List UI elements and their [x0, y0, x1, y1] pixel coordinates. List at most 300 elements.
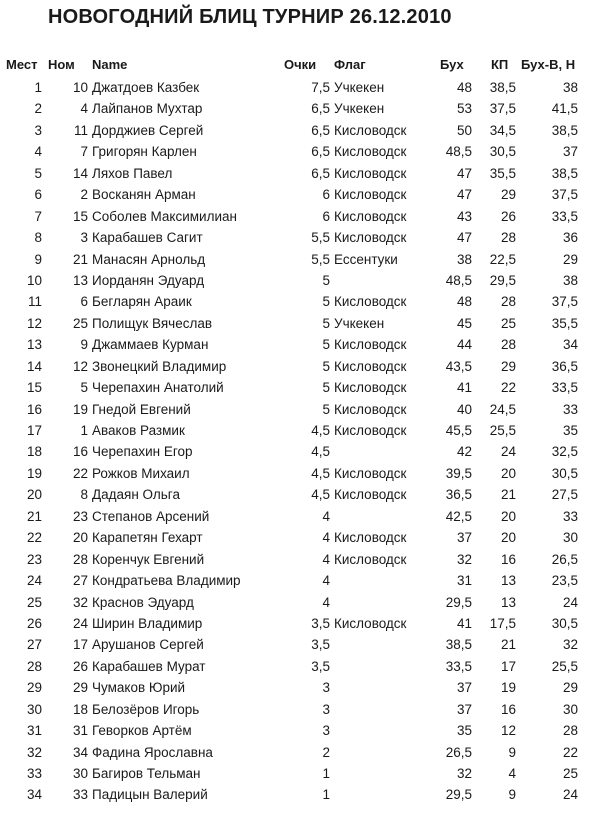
- cell-ochki: 3: [322, 701, 330, 717]
- cell-nom: 27: [72, 573, 88, 589]
- table-row: [0, 141, 600, 162]
- cell-buhv: 33: [562, 508, 578, 524]
- cell-name: Звонецкий Владимир: [92, 358, 227, 374]
- cell-ochki: 4,5: [311, 423, 330, 438]
- table-row: [0, 291, 600, 312]
- cell-kp: 22,5: [489, 251, 516, 267]
- cell-flag: Учкекен: [334, 315, 385, 331]
- cell-name: Степанов Арсений: [92, 508, 210, 524]
- cell-buhv: 22: [562, 744, 578, 760]
- cell-mest: 30: [26, 701, 42, 717]
- table-row: [0, 742, 600, 763]
- cell-flag: Кисловодск: [334, 465, 407, 481]
- cell-ochki: 3,5: [311, 658, 330, 674]
- cell-name: Черепахин Егор: [92, 444, 193, 460]
- cell-ochki: 3,5: [311, 615, 330, 631]
- header-name: Name: [92, 57, 128, 72]
- cell-ochki: 4: [322, 530, 330, 546]
- cell-nom: 5: [80, 380, 88, 396]
- cell-name: Белозёров Игорь: [92, 701, 200, 717]
- cell-ochki: 6: [322, 208, 330, 224]
- cell-ochki: 5: [322, 272, 330, 288]
- cell-flag: Кисловодск: [334, 487, 407, 503]
- cell-buh: 47: [456, 187, 472, 203]
- cell-buhv: 25: [562, 766, 578, 781]
- table-row: [0, 249, 600, 270]
- cell-kp: 29: [500, 187, 516, 203]
- table-row: [0, 763, 600, 784]
- cell-buhv: 28: [562, 723, 578, 739]
- cell-name: Черепахин Анатолий: [92, 380, 224, 396]
- cell-flag: Кисловодск: [334, 122, 407, 138]
- cell-mest: 4: [34, 144, 42, 160]
- cell-name: Аваков Размик: [92, 423, 185, 438]
- cell-buh: 48: [456, 80, 472, 95]
- cell-kp: 17: [500, 658, 516, 674]
- cell-buh: 33,5: [445, 658, 472, 674]
- cell-buh: 43: [456, 208, 472, 224]
- cell-ochki: 1: [322, 787, 330, 803]
- cell-buh: 48,5: [445, 144, 472, 160]
- cell-kp: 35,5: [489, 165, 516, 181]
- cell-name: Джаммаев Курман: [92, 337, 209, 353]
- cell-buh: 37: [456, 701, 472, 717]
- cell-ochki: 6,5: [311, 122, 330, 138]
- cell-mest: 23: [26, 551, 42, 567]
- cell-nom: 26: [72, 658, 88, 674]
- cell-buh: 48,5: [445, 272, 472, 288]
- cell-name: Дорджиев Сергей: [92, 122, 204, 138]
- cell-buhv: 38,5: [551, 165, 578, 181]
- cell-kp: 29,5: [489, 272, 516, 288]
- cell-flag: Кисловодск: [334, 551, 407, 567]
- cell-buh: 45: [456, 315, 472, 331]
- cell-name: Краснов Эдуард: [92, 594, 194, 610]
- cell-kp: 34,5: [489, 122, 516, 138]
- cell-kp: 17,5: [489, 615, 516, 631]
- table-row: [0, 592, 600, 613]
- cell-buh: 38: [456, 251, 472, 267]
- cell-kp: 22: [500, 380, 516, 396]
- cell-buh: 36,5: [445, 487, 472, 503]
- cell-nom: 20: [72, 530, 88, 546]
- cell-buh: 29,5: [445, 787, 472, 803]
- cell-buh: 45,5: [445, 423, 472, 438]
- cell-mest: 21: [26, 508, 42, 524]
- table-row: [0, 484, 600, 505]
- cell-ochki: 4: [322, 594, 330, 610]
- table-row: [0, 377, 600, 398]
- cell-nom: 18: [72, 701, 88, 717]
- cell-mest: 9: [34, 251, 42, 267]
- cell-nom: 34: [72, 744, 88, 760]
- cell-ochki: 4,5: [311, 444, 330, 460]
- cell-buh: 47: [456, 230, 472, 246]
- cell-nom: 31: [72, 723, 88, 739]
- cell-kp: 29: [500, 358, 516, 374]
- cell-mest: 28: [26, 658, 42, 674]
- table-row: [0, 334, 600, 355]
- cell-buhv: 38: [562, 272, 578, 288]
- cell-name: Джатдоев Казбек: [92, 80, 200, 95]
- cell-nom: 33: [72, 787, 88, 803]
- cell-flag: Кисловодск: [334, 144, 407, 160]
- cell-mest: 33: [26, 766, 42, 781]
- cell-mest: 13: [26, 337, 42, 353]
- cell-flag: Кисловодск: [334, 615, 407, 631]
- cell-buh: 42: [456, 444, 472, 460]
- cell-kp: 21: [500, 637, 516, 653]
- table-row: [0, 527, 600, 548]
- table-row: [0, 441, 600, 462]
- cell-ochki: 6,5: [311, 101, 330, 117]
- cell-buhv: 32: [562, 637, 578, 653]
- cell-name: Лайпанов Мухтар: [92, 101, 203, 117]
- cell-flag: Кисловодск: [334, 358, 407, 374]
- cell-buhv: 27,5: [551, 487, 578, 503]
- cell-name: Григорян Карлен: [92, 144, 197, 160]
- cell-kp: 20: [500, 508, 516, 524]
- cell-flag: Кисловодск: [334, 530, 407, 546]
- cell-buhv: 35,5: [551, 315, 578, 331]
- cell-buhv: 34: [562, 337, 578, 353]
- cell-buh: 39,5: [445, 465, 472, 481]
- cell-buh: 44: [456, 337, 472, 353]
- cell-mest: 10: [26, 272, 42, 288]
- cell-buhv: 41,5: [551, 101, 578, 117]
- cell-kp: 12: [500, 723, 516, 739]
- cell-buhv: 38: [562, 80, 578, 95]
- cell-buhv: 32,5: [551, 444, 578, 460]
- table-row: [0, 163, 600, 184]
- cell-kp: 9: [508, 787, 516, 803]
- cell-flag: Кисловодск: [334, 401, 407, 417]
- cell-ochki: 5: [322, 315, 330, 331]
- cell-name: Чумаков Юрий: [92, 680, 186, 696]
- cell-mest: 7: [34, 208, 42, 224]
- table-row: [0, 463, 600, 484]
- table-row: [0, 720, 600, 741]
- cell-mest: 11: [27, 294, 42, 310]
- cell-nom: 8: [80, 487, 88, 503]
- cell-ochki: 4,5: [311, 487, 330, 503]
- table-row: [0, 570, 600, 591]
- cell-mest: 20: [26, 487, 42, 503]
- table-row: [0, 98, 600, 119]
- cell-nom: 14: [72, 165, 88, 181]
- cell-name: Рожков Михаил: [92, 465, 190, 481]
- cell-name: Полищук Вячеслав: [92, 315, 213, 331]
- cell-nom: 32: [72, 594, 88, 610]
- cell-kp: 26: [500, 208, 516, 224]
- cell-ochki: 3: [322, 723, 330, 739]
- cell-ochki: 5: [322, 401, 330, 417]
- cell-buh: 26,5: [445, 744, 472, 760]
- cell-buhv: 24: [562, 594, 578, 610]
- cell-buhv: 33,5: [551, 208, 578, 224]
- cell-name: Арушанов Сергей: [92, 637, 204, 653]
- cell-nom: 17: [72, 637, 88, 653]
- cell-nom: 24: [72, 615, 88, 631]
- table-row: [0, 699, 600, 720]
- cell-buh: 40: [456, 401, 472, 417]
- cell-ochki: 5: [322, 337, 330, 353]
- cell-ochki: 5: [322, 358, 330, 374]
- cell-buhv: 37,5: [551, 187, 578, 203]
- cell-kp: 28: [500, 294, 516, 310]
- cell-mest: 1: [34, 80, 42, 95]
- cell-nom: 3: [80, 230, 88, 246]
- header-kp: КП: [491, 57, 509, 72]
- cell-name: Карапетян Гехарт: [92, 530, 203, 546]
- cell-ochki: 5,5: [311, 230, 330, 246]
- cell-nom: 30: [72, 766, 88, 781]
- cell-kp: 9: [508, 744, 516, 760]
- cell-mest: 3: [34, 122, 42, 138]
- cell-buhv: 38,5: [551, 122, 578, 138]
- cell-buh: 48: [456, 294, 472, 310]
- cell-mest: 14: [26, 358, 42, 374]
- cell-flag: Кисловодск: [334, 294, 407, 310]
- cell-name: Фадина Ярославна: [92, 744, 213, 760]
- table-body: [0, 77, 600, 806]
- cell-kp: 21: [500, 487, 516, 503]
- cell-ochki: 4: [322, 508, 330, 524]
- cell-ochki: 6: [322, 187, 330, 203]
- cell-buhv: 25,5: [551, 658, 578, 674]
- table-row: [0, 77, 600, 98]
- cell-ochki: 5,5: [311, 251, 330, 267]
- cell-buh: 38,5: [445, 637, 472, 653]
- cell-mest: 26: [26, 615, 42, 631]
- table-header: [0, 54, 600, 76]
- cell-kp: 28: [500, 337, 516, 353]
- cell-buhv: 30: [562, 701, 578, 717]
- cell-ochki: 1: [322, 766, 330, 781]
- cell-kp: 25: [500, 315, 516, 331]
- cell-buh: 37: [456, 530, 472, 546]
- cell-buhv: 36,5: [551, 358, 578, 374]
- cell-name: Гнедой Евгений: [92, 401, 191, 417]
- cell-name: Карабашев Сагит: [92, 230, 203, 246]
- cell-ochki: 6,5: [311, 144, 330, 160]
- cell-kp: 13: [500, 573, 516, 589]
- cell-ochki: 3,5: [311, 637, 330, 653]
- cell-name: Ляхов Павел: [92, 165, 173, 181]
- cell-ochki: 6,5: [311, 165, 330, 181]
- cell-buh: 42,5: [445, 508, 472, 524]
- cell-buh: 37: [456, 680, 472, 696]
- cell-ochki: 4,5: [311, 465, 330, 481]
- cell-mest: 15: [26, 380, 42, 396]
- cell-nom: 29: [72, 680, 88, 696]
- cell-name: Иорданян Эдуард: [92, 272, 205, 288]
- cell-ochki: 3: [322, 680, 330, 696]
- cell-mest: 31: [26, 723, 42, 739]
- table-row: [0, 313, 600, 334]
- cell-buhv: 30,5: [551, 615, 578, 631]
- table-row: [0, 677, 600, 698]
- cell-mest: 19: [26, 465, 42, 481]
- cell-buh: 32: [456, 551, 472, 567]
- cell-mest: 32: [26, 744, 42, 760]
- header-nom: Ном: [48, 57, 75, 72]
- cell-nom: 16: [72, 444, 88, 460]
- cell-kp: 19: [500, 680, 516, 696]
- cell-flag: Кисловодск: [334, 337, 407, 353]
- cell-mest: 29: [26, 680, 42, 696]
- cell-mest: 34: [26, 787, 42, 803]
- cell-mest: 2: [34, 101, 42, 117]
- table-row: [0, 656, 600, 677]
- cell-mest: 16: [26, 401, 42, 417]
- cell-buhv: 30: [562, 530, 578, 546]
- page-title: НОВОГОДНИЙ БЛИЦ ТУРНИР 26.12.2010: [48, 6, 452, 28]
- cell-nom: 10: [72, 80, 88, 95]
- cell-buhv: 33,5: [551, 380, 578, 396]
- cell-buhv: 37: [562, 144, 578, 160]
- cell-name: Соболев Максимилиан: [92, 208, 237, 224]
- cell-nom: 22: [72, 465, 88, 481]
- cell-ochki: 2: [322, 744, 330, 760]
- cell-kp: 16: [500, 551, 516, 567]
- cell-nom: 12: [72, 358, 88, 374]
- cell-flag: Ессентуки: [334, 251, 398, 267]
- cell-nom: 25: [72, 315, 88, 331]
- cell-kp: 28: [500, 230, 516, 246]
- cell-flag: Учкекен: [334, 101, 385, 117]
- cell-buh: 41: [456, 615, 472, 631]
- cell-name: Кондратьева Владимир: [92, 573, 241, 589]
- cell-mest: 8: [34, 230, 42, 246]
- cell-nom: 28: [72, 551, 88, 567]
- cell-name: Бегларян Араик: [92, 294, 192, 310]
- cell-nom: 13: [72, 272, 88, 288]
- cell-ochki: 4: [322, 573, 330, 589]
- cell-name: Манасян Арнольд: [92, 251, 206, 267]
- cell-name: Карабашев Мурат: [92, 658, 206, 674]
- cell-buh: 31: [456, 573, 472, 589]
- cell-kp: 13: [500, 594, 516, 610]
- table-row: [0, 613, 600, 634]
- cell-mest: 22: [26, 530, 42, 546]
- cell-name: Ширин Владимир: [92, 615, 203, 631]
- cell-kp: 37,5: [489, 101, 516, 117]
- cell-flag: Кисловодск: [334, 187, 407, 203]
- table-row: [0, 120, 600, 141]
- cell-mest: 17: [26, 423, 42, 438]
- cell-buhv: 24: [562, 787, 578, 803]
- cell-nom: 11: [73, 122, 88, 138]
- cell-name: Геворков Артём: [92, 723, 192, 739]
- cell-kp: 30,5: [489, 144, 516, 160]
- cell-kp: 4: [508, 766, 516, 781]
- cell-buh: 43,5: [445, 358, 472, 374]
- header-flag: Флаг: [334, 57, 366, 72]
- cell-nom: 23: [72, 508, 88, 524]
- cell-flag: Кисловодск: [334, 165, 407, 181]
- cell-buh: 35: [456, 723, 472, 739]
- table-row: [0, 227, 600, 248]
- cell-mest: 12: [26, 315, 42, 331]
- cell-buh: 53: [456, 101, 472, 117]
- cell-mest: 18: [26, 444, 42, 460]
- cell-flag: Учкекен: [334, 80, 385, 95]
- cell-ochki: 5: [322, 294, 330, 310]
- table-row: [0, 399, 600, 420]
- cell-buhv: 29: [562, 680, 578, 696]
- table-row: [0, 506, 600, 527]
- header-ochki: Очки: [284, 57, 317, 72]
- cell-buhv: 30,5: [551, 465, 578, 481]
- cell-kp: 20: [500, 465, 516, 481]
- cell-flag: Кисловодск: [334, 230, 407, 246]
- table-row: [0, 356, 600, 377]
- cell-flag: Кисловодск: [334, 380, 407, 396]
- cell-name: Дадаян Ольга: [92, 487, 180, 503]
- cell-mest: 25: [26, 594, 42, 610]
- cell-mest: 24: [26, 573, 42, 589]
- table-row: [0, 420, 600, 441]
- table-row: [0, 784, 600, 805]
- cell-kp: 24,5: [489, 401, 516, 417]
- header-buhv: Бух-В, Н: [521, 57, 576, 72]
- cell-name: Коренчук Евгений: [92, 551, 205, 567]
- cell-nom: 2: [80, 187, 88, 203]
- cell-nom: 6: [80, 294, 88, 310]
- cell-ochki: 4: [322, 551, 330, 567]
- cell-name: Восканян Арман: [92, 187, 196, 203]
- cell-kp: 16: [500, 701, 516, 717]
- cell-mest: 5: [34, 165, 42, 181]
- cell-buhv: 36: [562, 230, 578, 246]
- table-row: [0, 549, 600, 570]
- cell-flag: Кисловодск: [334, 208, 407, 224]
- cell-nom: 1: [80, 423, 88, 438]
- cell-buh: 29,5: [445, 594, 472, 610]
- cell-name: Падицын Валерий: [92, 787, 208, 803]
- cell-name: Багиров Тельман: [92, 766, 201, 781]
- cell-buhv: 26,5: [551, 551, 578, 567]
- table-row: [0, 206, 600, 227]
- cell-nom: 15: [72, 208, 88, 224]
- cell-buh: 47: [456, 165, 472, 181]
- cell-buhv: 23,5: [551, 573, 578, 589]
- header-mest: Мест: [6, 57, 38, 72]
- cell-mest: 27: [26, 637, 42, 653]
- cell-buhv: 37,5: [551, 294, 578, 310]
- cell-flag: Кисловодск: [334, 423, 407, 438]
- cell-buhv: 35: [562, 423, 578, 438]
- table-row: [0, 184, 600, 205]
- cell-buh: 41: [456, 380, 472, 396]
- cell-mest: 6: [34, 187, 42, 203]
- cell-kp: 38,5: [489, 80, 516, 95]
- cell-kp: 24: [500, 444, 516, 460]
- cell-ochki: 5: [322, 380, 330, 396]
- cell-buhv: 29: [562, 251, 578, 267]
- cell-kp: 20: [500, 530, 516, 546]
- cell-kp: 25,5: [489, 423, 516, 438]
- cell-nom: 7: [80, 144, 88, 160]
- cell-buh: 50: [456, 122, 472, 138]
- table-row: [0, 634, 600, 655]
- cell-nom: 9: [80, 337, 88, 353]
- cell-buh: 32: [456, 766, 472, 781]
- cell-nom: 4: [80, 101, 88, 117]
- standings-table: [0, 54, 600, 806]
- cell-ochki: 7,5: [311, 80, 330, 95]
